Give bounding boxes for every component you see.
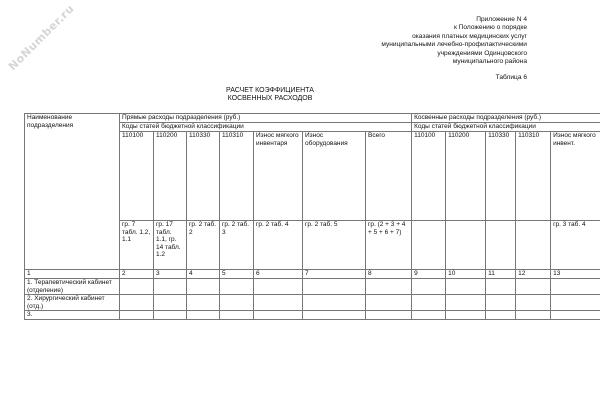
col-number: 3 — [154, 270, 187, 279]
appendix-line: муниципальными лечебно-профилактическими — [381, 41, 527, 49]
table-cell[interactable] — [254, 279, 303, 295]
appendix-line: муниципального района — [452, 58, 527, 66]
col-number: 2 — [120, 270, 154, 279]
watermark: NoNumber.ru — [5, 2, 77, 74]
col-header: Износ мягкого инвент. — [551, 132, 600, 221]
col-ref: гр. 7 табл. 1.2, 1.1 — [120, 221, 154, 270]
table-cell[interactable] — [303, 311, 366, 320]
indirect-costs-header: Косвенные расходы подразделения (руб.) — [412, 114, 600, 123]
table-number: Таблица 6 — [495, 74, 527, 82]
table-cell[interactable] — [187, 279, 220, 295]
table-cell[interactable] — [446, 311, 486, 320]
table-cell[interactable] — [154, 311, 187, 320]
codes-header-direct: Коды статей бюджетной классификации — [120, 123, 412, 132]
table-cell[interactable] — [412, 279, 446, 295]
table-cell[interactable] — [120, 279, 154, 295]
appendix-line: Приложение N 4 — [476, 16, 527, 23]
col-number: 10 — [446, 270, 486, 279]
table-cell[interactable] — [366, 295, 412, 311]
row-label: 1. Терапевтический кабинет (отделение) — [25, 279, 120, 295]
table-cell[interactable] — [120, 295, 154, 311]
table-cell[interactable] — [303, 295, 366, 311]
title-line-1: РАСЧЕТ КОЭФФИЦИЕНТА — [226, 87, 314, 94]
table-cell[interactable] — [446, 295, 486, 311]
table-cell[interactable] — [551, 311, 600, 320]
table-cell[interactable] — [486, 279, 516, 295]
coefficient-table-wrap — [24, 113, 600, 333]
col-ref: гр. 2 таб. 5 — [303, 221, 366, 270]
table-cell[interactable] — [516, 279, 551, 295]
table-cell[interactable] — [551, 279, 600, 295]
table-cell[interactable] — [516, 295, 551, 311]
col-header: 110310 — [516, 132, 551, 221]
col-header: 110330 — [187, 132, 220, 221]
col-ref — [446, 221, 486, 270]
col-number: 4 — [187, 270, 220, 279]
appendix-line: к Положению о порядке — [453, 24, 527, 32]
table-cell[interactable] — [551, 295, 600, 311]
coefficient-table — [24, 113, 600, 320]
table-cell[interactable] — [187, 295, 220, 311]
table-cell[interactable] — [446, 279, 486, 295]
table-cell[interactable] — [220, 279, 254, 295]
table-row — [25, 311, 600, 320]
col-ref: гр. 3 таб. 4 — [551, 221, 600, 270]
table-cell[interactable] — [254, 311, 303, 320]
col-header: 110100 — [120, 132, 154, 221]
table-cell[interactable] — [154, 279, 187, 295]
col-number: 11 — [486, 270, 516, 279]
col-ref: гр. 2 таб. 3 — [220, 221, 254, 270]
col-header: Износ оборудования — [303, 132, 366, 221]
col-ref: гр. 2 таб. 2 — [187, 221, 220, 270]
col-header: 110200 — [154, 132, 187, 221]
col-ref: гр. 2 таб. 4 — [254, 221, 303, 270]
col-number: 7 — [303, 270, 366, 279]
title-line-2: КОСВЕННЫХ РАСХОДОВ — [227, 95, 313, 103]
direct-costs-header: Прямые расходы подразделения (руб.) — [120, 114, 412, 123]
codes-header-indirect: Коды статей бюджетной классификации — [412, 123, 600, 132]
table-row — [25, 295, 600, 311]
col-ref — [516, 221, 551, 270]
col-number: 9 — [412, 270, 446, 279]
document-title — [200, 87, 340, 104]
col-number: 6 — [254, 270, 303, 279]
col-ref — [412, 221, 446, 270]
table-cell[interactable] — [486, 311, 516, 320]
name-header: Наименование подразделения — [25, 114, 120, 270]
table-cell[interactable] — [412, 295, 446, 311]
table-cell[interactable] — [120, 311, 154, 320]
table-row — [25, 279, 600, 295]
table-cell[interactable] — [254, 295, 303, 311]
col-ref: гр. (2 + 3 + 4 + 5 + 6 + 7) — [366, 221, 412, 270]
table-cell[interactable] — [366, 311, 412, 320]
col-number: 5 — [220, 270, 254, 279]
table-cell[interactable] — [366, 279, 412, 295]
row-label: 3. — [25, 311, 120, 320]
col-ref — [486, 221, 516, 270]
table-cell[interactable] — [187, 311, 220, 320]
appendix-header — [381, 16, 527, 83]
col-ref: гр. 17 табл. 1.1, гр. 14 табл. 1.2 — [154, 221, 187, 270]
col-header: 110100 — [412, 132, 446, 221]
col-number: 8 — [366, 270, 412, 279]
table-cell[interactable] — [220, 311, 254, 320]
table-cell[interactable] — [516, 311, 551, 320]
col-number: 13 — [551, 270, 600, 279]
table-cell[interactable] — [486, 295, 516, 311]
col-header: 110330 — [486, 132, 516, 221]
col-number: 12 — [516, 270, 551, 279]
col-header: Износ мягкого инвентаря — [254, 132, 303, 221]
col-header: 110200 — [446, 132, 486, 221]
col-number: 1 — [25, 270, 120, 279]
row-label: 2. Хирургический кабинет (отд.) — [25, 295, 120, 311]
col-header: Всего — [366, 132, 412, 221]
appendix-line: учреждениями Одинцовского — [437, 49, 527, 57]
col-header: 110310 — [220, 132, 254, 221]
table-cell[interactable] — [303, 279, 366, 295]
table-cell[interactable] — [154, 295, 187, 311]
table-cell[interactable] — [220, 295, 254, 311]
table-cell[interactable] — [412, 311, 446, 320]
appendix-line: оказания платных медицинских услуг — [412, 32, 527, 40]
